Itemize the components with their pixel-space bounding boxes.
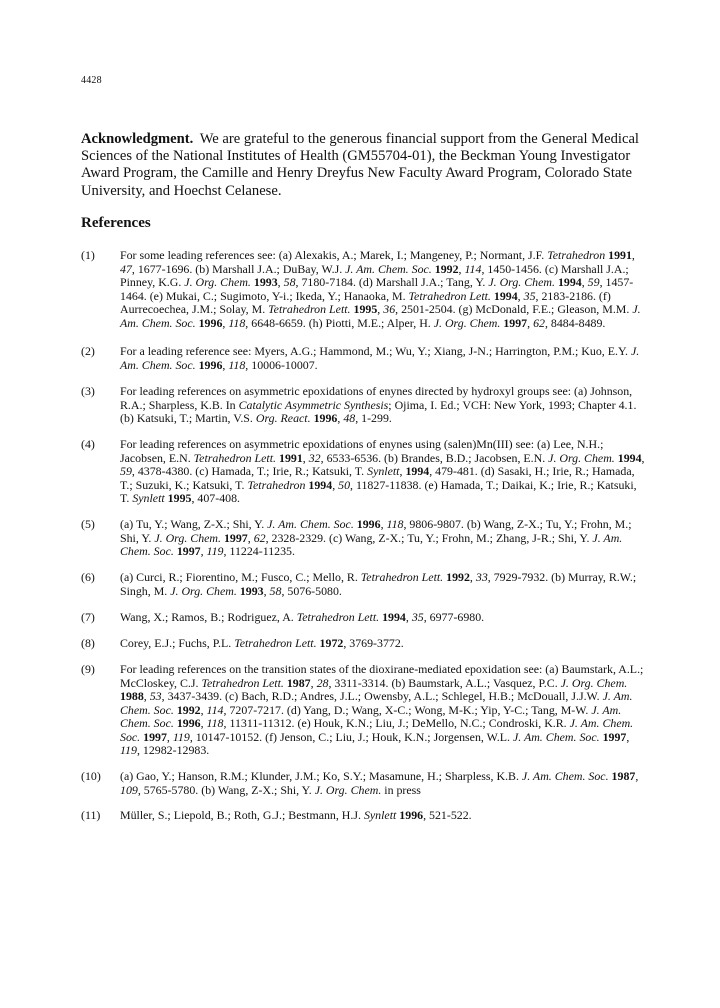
citation-text: , [581, 275, 588, 289]
citation-year: 1997 [602, 729, 627, 744]
reference-item [81, 249, 646, 330]
reference-text [120, 345, 646, 372]
citation-text: , 7207-7217. (d) Yang, D.; Wang, X-C.; Wong, M-K.; Yip, Y-C.; Tang, M-W. [223, 702, 592, 717]
citation-italic-text: J. Org. Chem. [488, 275, 555, 289]
reference-text [120, 809, 646, 823]
reference-item [81, 385, 646, 426]
citation-text: , 5765-5780. (b) Wang, Z-X.; Shi, Y. [137, 782, 315, 797]
citation-italic-text: 119 [206, 544, 224, 558]
citation-text: For leading references on the transition states of the dioxirane-mediated epoxidation see: (a) Baumstark, A.L.; McCloskey, C.J. [120, 662, 644, 690]
citation-text: , 2501-2504. (g) McDonald, F.E.; Gleason, M.M. [395, 302, 633, 316]
citation-year: 1992 [176, 702, 201, 717]
citation-italic-text: Tetrahedron [547, 248, 606, 262]
citation-text: , 11224-11235. [223, 544, 295, 558]
citation-year: 1994 [557, 275, 582, 289]
citation-text: , 5076-5080. [281, 583, 342, 598]
citation-italic-text: 48 [343, 411, 356, 425]
reference-text [120, 663, 646, 758]
citation-italic-text: 33 [475, 570, 488, 584]
citation-year: 1993 [253, 275, 278, 289]
citation-text: , 1-299. [355, 411, 392, 425]
citation-year: 1988 [120, 689, 144, 703]
citation-italic-text: 50 [338, 477, 351, 492]
citation-text: , 2328-2329. (c) Wang, Z-X.; Tu, Y.; Frohn, M.; Zhang, J-R.; Shi, Y. [265, 530, 593, 545]
reference-number: (2) [81, 344, 95, 358]
citation-italic-text: J. Am. Chem. Soc. [521, 769, 609, 783]
citation-text: , [458, 261, 465, 276]
reference-text [120, 438, 646, 506]
citation-italic-text: 114 [464, 261, 482, 276]
citation-italic-text: Synlett [367, 464, 400, 478]
reference-number: (10) [81, 769, 101, 783]
citation-italic-text: 118 [228, 315, 246, 330]
citation-text: , [200, 716, 207, 730]
citation-text: (a) Curci, R.; Fiorentino, M.; Fusco, C.; Mello, R. [120, 570, 361, 584]
citation-italic-text: 58 [269, 583, 282, 598]
reference-number: (3) [81, 384, 95, 398]
citation-text: , 9806-9807. (b) Wang, Z-X.; Tu, Y.; Frohn, M.; Shi, Y. [120, 517, 632, 545]
citation-italic-text: J. Org. Chem. [433, 315, 501, 330]
reference-item [81, 770, 646, 797]
reference-number: (9) [81, 662, 95, 676]
citation-italic-text: 118 [228, 357, 246, 372]
citation-italic-text: Tetrahedron Lett. [408, 288, 491, 303]
citation-text: , [247, 530, 254, 545]
citation-text: , 8484-8489. [544, 315, 606, 330]
reference-item [81, 438, 646, 506]
citation-italic-text: 28 [316, 675, 329, 690]
reference-text [120, 611, 646, 625]
citation-italic-text: 118 [386, 517, 404, 531]
citation-text: , 1677-1696. (b) Marshall J.A.; DuBay, W.J. [131, 261, 346, 276]
citation-text: (a) Gao, Y.; Hanson, R.M.; Klunder, J.M.; Ko, S.Y.; Masamune, H.; Sharpless, K.B. [120, 769, 522, 783]
citation-text: , 1457-1464. (e) Mukai, C.; Sugimoto, Y-i.; Ikeda, Y.; Hanaoka, M. [120, 275, 634, 303]
citation-text: , [302, 450, 309, 465]
citation-italic-text: Catalytic Asymmetric Synthesis [238, 397, 389, 412]
page-number: 4428 [81, 75, 102, 86]
citation-italic-text: 47 [120, 261, 132, 276]
citation-italic-text: 119 [172, 729, 190, 744]
citation-italic-text: 58 [283, 275, 296, 289]
reference-number: (8) [81, 636, 95, 650]
citation-text: Corey, E.J.; Fuchs, P.L. [120, 636, 235, 650]
citation-text: , 7929-7932. (b) Murray, R.W.; Singh, M. [120, 570, 637, 598]
citation-text: , [332, 477, 339, 492]
citation-italic-text: Tetrahedron Lett. [268, 302, 351, 316]
citation-italic-text: J. Am. Chem. Soc. [120, 716, 634, 744]
citation-text: , 6648-6659. (h) Piotti, M.E.; Alper, H. [245, 315, 434, 330]
citation-text: For leading references on asymmetric epoxidations of enynes using (salen)Mn(III) see: (a) Lee, N.H.; Jacobsen, E.N. [120, 437, 604, 465]
reference-item [81, 611, 646, 625]
citation-text: , [527, 315, 534, 330]
citation-year: 1987 [611, 769, 636, 783]
citation-italic-text: 36 [383, 302, 396, 316]
reference-number: (7) [81, 610, 95, 624]
citation-italic-text: J. Am. Chem. Soc. [120, 344, 640, 372]
citation-text: , [200, 544, 207, 558]
citation-italic-text: 59 [120, 464, 132, 478]
citation-italic-text: Tetrahedron Lett. [234, 636, 317, 650]
citation-italic-text: 62 [253, 530, 266, 545]
citation-text: For leading references on asymmetric epoxidations of enynes directed by hydroxyl groups see: (a) Johnson, R.A.; Sharpless, K.B. In [120, 384, 633, 412]
citation-italic-text: 62 [533, 315, 545, 330]
citation-text: , 3437-3439. (c) Bach, R.D.; Andres, J.L.; Owensby, A.L.; Schlegel, H.B.; McDouall, J.J.W. [161, 689, 603, 703]
citation-year: 1994 [617, 450, 642, 465]
citation-text: , 11827-11838. (e) Hamada, T.; Daikai, K.; Irie, R.; Katsuki, T. [120, 477, 637, 505]
citation-italic-text: J. Org. Chem. [314, 782, 382, 797]
citation-italic-text: Tetrahedron [247, 477, 306, 492]
reference-item [81, 663, 646, 758]
reference-text [120, 770, 646, 797]
acknowledgment-text: We are grateful to the generous financial support from the General Medical Sciences of the National Institutes of Health (GM55704-01), the Beckman Young Investigator Award Program, the Camille and Henry Dreyfus New Faculty Award Program, Colorado State University, and Hoechst Celanese. [81, 131, 639, 199]
citation-text: , [377, 302, 384, 316]
citation-year: 1992 [446, 570, 470, 584]
citation-italic-text: 32 [308, 450, 321, 465]
citation-text: , 6977-6980. [423, 610, 485, 624]
citation-italic-text: 118 [206, 716, 224, 730]
citation-year: 1996 [198, 315, 223, 330]
citation-text: , 10006-10007. [245, 357, 318, 372]
citation-text: , [337, 411, 344, 425]
citation-year: 1996 [198, 357, 223, 372]
reference-text [120, 637, 646, 651]
reference-text [120, 518, 646, 559]
citation-year: 1997 [503, 315, 528, 330]
citation-italic-text: J. Org. Chem. [560, 675, 628, 690]
citation-italic-text: J. Org. Chem. [184, 275, 251, 289]
citation-text: , [277, 275, 284, 289]
references-heading: References [81, 215, 151, 231]
acknowledgment-paragraph [81, 131, 646, 200]
acknowledgment-heading: Acknowledgment. [81, 131, 194, 147]
citation-text: , 3769-3772. [343, 636, 404, 650]
citation-year: 1991 [608, 248, 632, 262]
citation-text: Wang, X.; Ramos, B.; Rodriguez, A. [120, 610, 297, 624]
citation-text: , [166, 729, 173, 744]
citation-italic-text: J. Am. Chem. Soc. [345, 261, 432, 276]
reference-number: (11) [81, 808, 101, 822]
reference-number: (1) [81, 248, 95, 262]
citation-year: 1994 [493, 288, 518, 303]
citation-text: in press [381, 782, 421, 797]
citation-text: , [399, 464, 406, 478]
citation-text: , [380, 517, 387, 531]
citation-italic-text: J. Org. Chem. [548, 450, 615, 465]
citation-year: 1994 [405, 464, 430, 478]
citation-italic-text: 59 [587, 275, 600, 289]
reference-text [120, 249, 646, 330]
citation-text: , [626, 729, 630, 744]
citation-italic-text: 53 [149, 689, 162, 703]
citation-text: , 4378-4380. (c) Hamada, T.; Irie, R.; Katsuki, T. [131, 464, 368, 478]
citation-year: 1995 [353, 302, 378, 316]
citation-text: , 12982-12983. [136, 743, 210, 757]
citation-year: 1994 [382, 610, 406, 624]
citation-text: , [200, 702, 207, 717]
reference-item [81, 637, 646, 651]
citation-italic-text: J. Am. Chem. Soc. [120, 530, 623, 558]
citation-italic-text: Tetrahedron Lett. [360, 570, 444, 584]
citation-year: 1997 [143, 729, 167, 744]
citation-text: , 10147-10152. (f) Jenson, C.; Liu, J.; Houk, K.N.; Jorgensen, W.L. [189, 729, 513, 744]
citation-italic-text: 35 [411, 610, 424, 624]
citation-text: , 11311-11312. (e) Houk, K.N.; Liu, J.; DeMello, N.C.; Condroski, K.R. [223, 716, 570, 730]
reference-text [120, 385, 646, 426]
citation-italic-text: Synlett [363, 808, 397, 822]
citation-italic-text: Tetrahedron Lett. [193, 450, 277, 465]
citation-year: 1991 [279, 450, 303, 465]
citation-italic-text: J. Am. Chem. Soc. [120, 702, 622, 730]
citation-year: 1996 [399, 808, 424, 822]
citation-italic-text: J. Am. Chem. Soc. [120, 302, 641, 330]
citation-italic-text: J. Org. Chem. [170, 583, 237, 598]
citation-text: For some leading references see: (a) Alexakis, A.; Marek, I.; Mangeney, P.; Normant, J.F. [120, 248, 548, 262]
citation-year: 1992 [434, 261, 459, 276]
citation-text: , 2183-2186. (f) Aurrecoechea, J.M.; Solay, M. [120, 288, 611, 316]
citation-italic-text: J. Am. Chem. Soc. [120, 689, 633, 717]
citation-text: , 6533-6536. (b) Brandes, B.D.; Jacobsen, E.N. [320, 450, 549, 465]
citation-text: , 407-408. [191, 491, 241, 505]
citation-year: 1997 [223, 530, 248, 545]
citation-year: 1994 [308, 477, 333, 492]
citation-text: , [222, 315, 229, 330]
citation-italic-text: Synlett [132, 491, 165, 505]
reference-item [81, 571, 646, 598]
reference-item [81, 345, 646, 372]
citation-italic-text: 119 [120, 743, 137, 757]
citation-text: , [222, 357, 229, 372]
citation-italic-text: Tetrahedron Lett. [296, 610, 380, 624]
citation-text: , 7180-7184. (d) Marshall J.A.; Tang, Y. [295, 275, 489, 289]
citation-italic-text: J. Org. Chem. [154, 530, 221, 545]
citation-year: 1997 [176, 544, 201, 558]
citation-text: , [405, 610, 412, 624]
citation-text: , [263, 583, 270, 598]
citation-text: , [641, 450, 645, 465]
reference-item [81, 518, 646, 559]
citation-text: , [143, 689, 150, 703]
reference-number: (5) [81, 517, 95, 531]
citation-year: 1996 [313, 411, 338, 425]
citation-italic-text: 114 [206, 702, 224, 717]
citation-year: 1995 [167, 491, 192, 505]
citation-italic-text: 35 [523, 288, 536, 303]
citation-italic-text: J. Am. Chem. Soc. [512, 729, 600, 744]
citation-text: , 3311-3314. (b) Baumstark, A.L.; Vasquez, P.C. [328, 675, 561, 690]
citation-italic-text: 109 [120, 782, 138, 797]
citation-text: , [310, 675, 317, 690]
citation-italic-text: Tetrahedron Lett. [201, 675, 284, 690]
citation-text: , 1450-1456. (c) Marshall J.A.; Pinney, K.G. [120, 261, 629, 289]
citation-text: , [635, 769, 639, 783]
citation-text: (a) Tu, Y.; Wang, Z-X.; Shi, Y. [120, 517, 268, 531]
reference-number: (4) [81, 437, 95, 451]
citation-year: 1996 [176, 716, 201, 730]
citation-text: For a leading reference see: Myers, A.G.; Hammond, M.; Wu, Y.; Xiang, J-N.; Harrington, P.M.; Kuo, E.Y. [120, 344, 631, 358]
reference-number: (6) [81, 570, 95, 584]
citation-year: 1987 [286, 675, 311, 690]
citation-year: 1972 [319, 636, 344, 650]
citation-text: , 479-481. (d) Sasaki, H.; Irie, R.; Hamada, T.; Suzuki, K.; Katsuki, T. [120, 464, 635, 492]
citation-text: , 521-522. [423, 808, 472, 822]
citation-text: , [517, 288, 524, 303]
citation-text: , [469, 570, 476, 584]
citation-italic-text: J. Am. Chem. Soc. [267, 517, 354, 531]
citation-text: Müller, S.; Liepold, B.; Roth, G.J.; Bestmann, H.J. [120, 808, 364, 822]
citation-text: , [631, 248, 635, 262]
citation-italic-text: Org. React. [255, 411, 311, 425]
citation-year: 1993 [239, 583, 264, 598]
citation-year: 1996 [356, 517, 381, 531]
reference-item [81, 809, 646, 823]
reference-text [120, 571, 646, 598]
citation-text: ; Ojima, I. Ed.; VCH: New York, 1993; Chapter 4.1. (b) Katsuki, T.; Martin, V.S. [120, 397, 637, 425]
